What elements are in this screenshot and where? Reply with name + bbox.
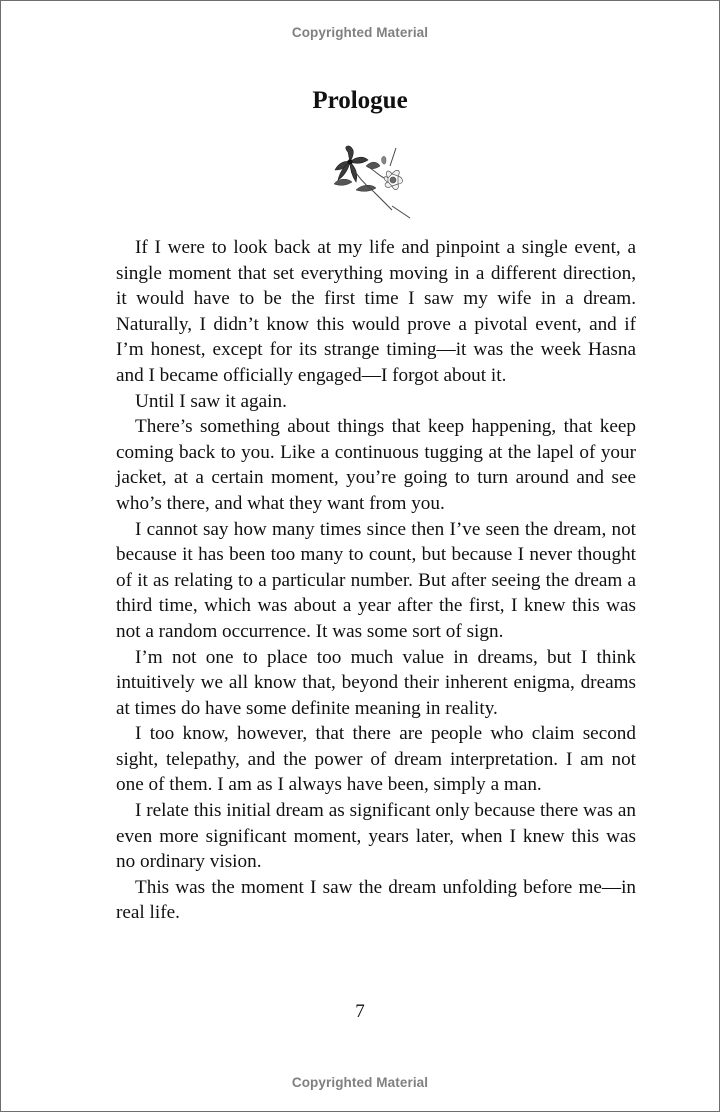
copyright-watermark-top: Copyrighted Material <box>291 25 429 40</box>
paragraph: This was the moment I saw the dream unfolding before me—in real life. <box>116 876 636 924</box>
paragraph: I relate this initial dream as significant only because there was an even more significant moment, years later, when I knew this was no ordinary vision. <box>116 800 636 873</box>
paragraph: Until I saw it again. <box>135 390 287 412</box>
paragraph: I cannot say how many times since then I’ve seen the dream, not because it has been too many to count, but because I never thought of it as relating to a particular number. But after seeing the dream a third time, which was about a year after the first, I knew this was not a random occurrence. It was some sort of sign. <box>116 518 636 642</box>
prologue-body <box>116 235 636 926</box>
copyright-watermark-bottom: Copyrighted Material <box>291 1075 429 1090</box>
flower-ornament-icon <box>326 144 416 222</box>
paragraph: There’s something about things that keep happening, that keep coming back to you. Like a continuous tugging at the lapel of your jacket, at a certain moment, you’re going to turn around and see who’s there, and what they want from you. <box>116 416 636 514</box>
chapter-title: Prologue <box>312 87 408 114</box>
page-number: 7 <box>355 1001 365 1022</box>
paragraph: I too know, however, that there are people who claim second sight, telepathy, and the power of dream interpretation. I am not one of them. I am as I always have been, simply a man. <box>116 723 636 796</box>
paragraph: I’m not one to place too much value in dreams, but I think intuitively we all know that, beyond their inherent enigma, dreams at times do have some definite meaning in reality. <box>116 646 636 719</box>
paragraph: If I were to look back at my life and pinpoint a single event, a single moment that set everything moving in a different direction, it would have to be the first time I saw my wife in a dream. Naturally, I didn’t know this would prove a pivotal event, and if I’m honest, except for its strange timing—it was the week Hasna and I became officially engaged—I forgot about it. <box>116 237 636 386</box>
